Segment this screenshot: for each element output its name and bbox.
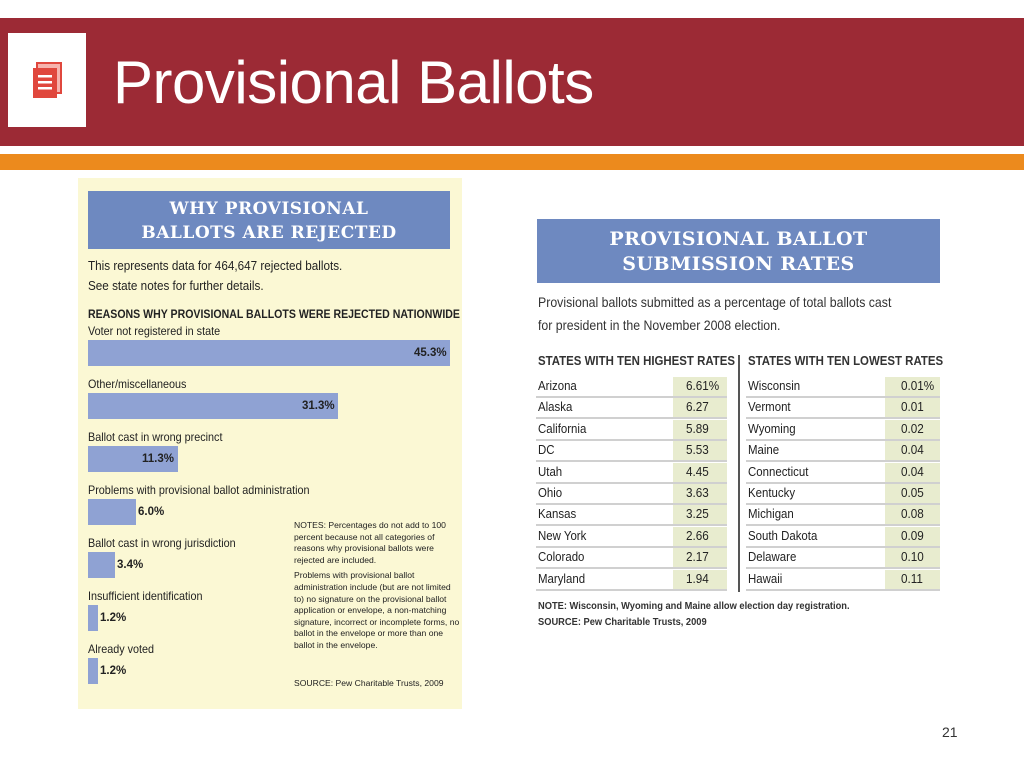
- lowest-rates-heading: STATES WITH TEN LOWEST RATES: [748, 353, 944, 368]
- lowest-rate-row: [746, 505, 940, 526]
- submission-desc-line-1: Provisional ballots submitted as a percentage of total ballots cast: [538, 294, 892, 310]
- state-name: South Dakota: [748, 528, 818, 543]
- submission-source: SOURCE: Pew Charitable Trusts, 2009: [538, 617, 707, 628]
- bar-value-label: 45.3%: [414, 347, 447, 359]
- state-name: Alaska: [538, 399, 573, 414]
- submission-title-line-1: PROVISIONAL BALLOT: [609, 228, 868, 250]
- submission-description: [538, 291, 891, 337]
- state-name: Maryland: [538, 571, 586, 586]
- rejection-title-line-1: WHY PROVISIONAL: [169, 199, 369, 219]
- page-number: 21: [942, 724, 958, 740]
- bar: [88, 499, 136, 525]
- rejection-note-1: NOTES: Percentages do not add to 100 percent because not all categories of reasons why provisional ballots were rejected are included.: [294, 520, 446, 565]
- slide-icon-tile: [8, 33, 86, 127]
- highest-rate-row: [536, 527, 727, 548]
- state-name: Michigan: [748, 506, 794, 521]
- submission-note: NOTE: Wisconsin, Wyoming and Maine allow election day registration.: [538, 601, 850, 612]
- submission-table-title: [537, 219, 940, 283]
- rate-value: 5.53: [686, 442, 709, 457]
- category-label: Other/miscellaneous: [88, 377, 187, 391]
- category-label: Insufficient identification: [88, 589, 203, 603]
- rejection-chart-title: [88, 191, 450, 249]
- rate-value: 0.05: [901, 485, 924, 500]
- bar-value-label: 3.4%: [117, 559, 144, 571]
- bar-value-label: 6.0%: [138, 506, 165, 518]
- highest-rate-row: [536, 570, 727, 591]
- bar-value-label: 1.2%: [100, 665, 127, 677]
- highest-rate-row: [536, 463, 727, 484]
- state-name: Kansas: [538, 506, 577, 521]
- rate-value: 6.27: [686, 399, 709, 414]
- state-name: Colorado: [538, 549, 585, 564]
- lowest-rate-row: [746, 377, 940, 398]
- table-column-divider: [738, 355, 740, 592]
- rejection-intro-line-2: See state notes for further details.: [88, 278, 264, 293]
- lowest-rate-row: [746, 463, 940, 484]
- category-label: Already voted: [88, 642, 155, 656]
- lowest-rate-row: [746, 441, 940, 462]
- state-name: Hawaii: [748, 571, 783, 586]
- rate-value: 0.02: [901, 421, 924, 436]
- lowest-rate-row: [746, 398, 940, 419]
- bar: [88, 393, 338, 419]
- rejection-source: SOURCE: Pew Charitable Trusts, 2009: [294, 678, 444, 688]
- rate-value: 0.01: [901, 399, 924, 414]
- rejection-title-line-2: BALLOTS ARE REJECTED: [141, 223, 397, 243]
- state-name: Ohio: [538, 485, 563, 500]
- rate-value: 0.10: [901, 549, 924, 564]
- bar: [88, 552, 115, 578]
- rate-value: 0.11: [901, 571, 923, 586]
- state-name: Kentucky: [748, 485, 796, 500]
- rate-value: 4.45: [686, 464, 709, 479]
- rate-value: 1.94: [686, 571, 709, 586]
- rejection-subtitle: REASONS WHY PROVISIONAL BALLOTS WERE REJECTED NATIONWIDE: [88, 307, 460, 321]
- state-name: DC: [538, 442, 555, 457]
- lowest-rate-row: [746, 548, 940, 569]
- document-stack-icon: [27, 60, 67, 100]
- state-name: Delaware: [748, 549, 797, 564]
- rate-value: 0.04: [901, 464, 924, 479]
- rate-value: 0.08: [901, 506, 924, 521]
- category-label: Ballot cast in wrong jurisdiction: [88, 536, 236, 550]
- lowest-rate-row: [746, 527, 940, 548]
- state-name: Wisconsin: [748, 378, 801, 393]
- highest-rate-row: [536, 484, 727, 505]
- bar-value-label: 31.3%: [302, 400, 335, 412]
- lowest-rate-row: [746, 420, 940, 441]
- submission-desc-line-2: for president in the November 2008 election.: [538, 317, 781, 333]
- highest-rates-heading: STATES WITH TEN HIGHEST RATES: [538, 353, 736, 368]
- bar-value-label: 1.2%: [100, 612, 127, 624]
- rate-value: 6.61%: [686, 378, 720, 393]
- accent-stripe: [0, 154, 1024, 170]
- category-label: Ballot cast in wrong precinct: [88, 430, 223, 444]
- state-name: Arizona: [538, 378, 577, 393]
- rejection-intro-line-1: This represents data for 464,647 rejected ballots.: [88, 258, 343, 273]
- rate-value: 5.89: [686, 421, 709, 436]
- bar-value-label: 11.3%: [142, 453, 174, 465]
- state-name: California: [538, 421, 587, 436]
- rate-value: 0.09: [901, 528, 924, 543]
- rate-value: 3.63: [686, 485, 709, 500]
- highest-rate-row: [536, 377, 727, 398]
- lowest-rate-row: [746, 484, 940, 505]
- lowest-rate-row: [746, 570, 940, 591]
- rejection-intro: [88, 256, 342, 296]
- state-name: Maine: [748, 442, 780, 457]
- rate-value: 3.25: [686, 506, 709, 521]
- rejection-notes: [294, 520, 460, 656]
- highest-rate-row: [536, 505, 727, 526]
- bar: [88, 605, 98, 631]
- highest-rate-row: [536, 398, 727, 419]
- rate-value: 0.04: [901, 442, 924, 457]
- state-name: Vermont: [748, 399, 791, 414]
- highest-rate-row: [536, 548, 727, 569]
- bar: [88, 658, 98, 684]
- slide-title: Provisional Ballots: [113, 49, 594, 116]
- state-name: Utah: [538, 464, 563, 479]
- rate-value: 0.01%: [901, 378, 935, 393]
- rate-value: 2.17: [686, 549, 709, 564]
- state-name: Connecticut: [748, 464, 809, 479]
- state-name: New York: [538, 528, 587, 543]
- bar: [88, 340, 450, 366]
- category-label: Problems with provisional ballot administration: [88, 483, 310, 497]
- highest-rate-row: [536, 420, 727, 441]
- category-label: Voter not registered in state: [88, 324, 221, 338]
- rate-value: 2.66: [686, 528, 709, 543]
- submission-title-line-2: SUBMISSION RATES: [622, 253, 855, 275]
- rejection-reasons-panel: [78, 178, 462, 709]
- highest-rate-row: [536, 441, 727, 462]
- rejection-note-2: Problems with provisional ballot administration include (but are not limited to) no signature on the provisional ballot application or envelope, a non-matching signature, incorrect or incomplete forms, no ballot in the envelope or more than one ballot in the envelope.: [294, 570, 460, 650]
- state-name: Wyoming: [748, 421, 796, 436]
